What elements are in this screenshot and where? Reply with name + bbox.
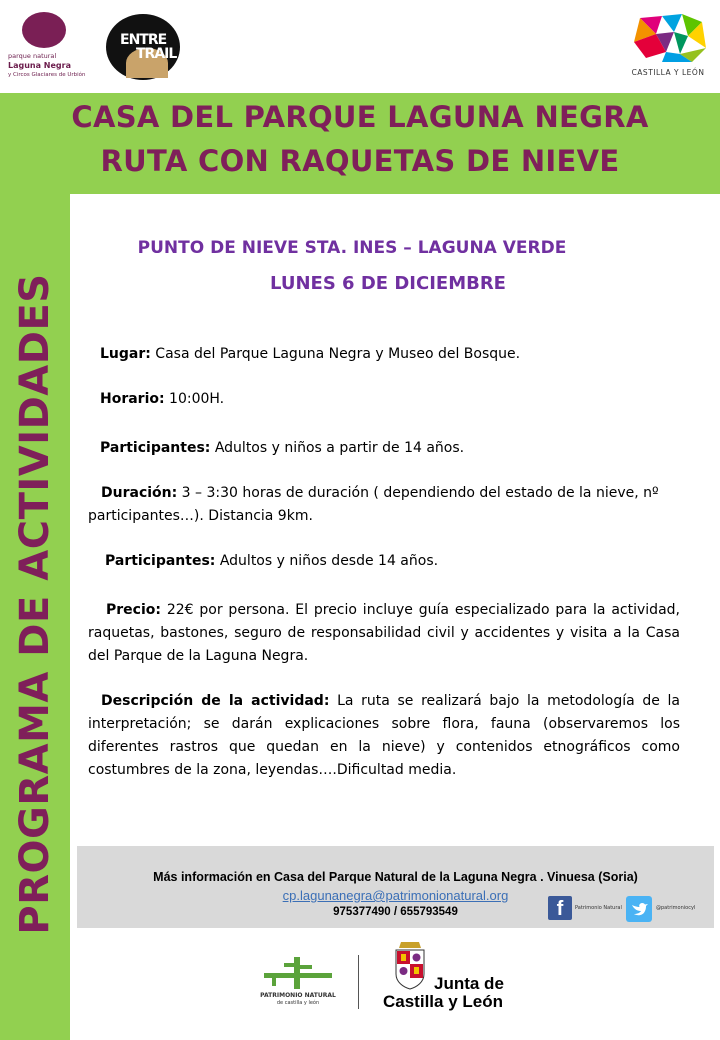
duracion-row — [88, 482, 680, 528]
descripcion-value: La ruta se realizará bajo la metodología de la interpretación; se darán explicaciones sobre flora, fauna (observaremos los diferentes rastros que quedan en la nieve) y contenidos etnográficos como costumbres de la zona, leyendas….Dificultad media. — [88, 693, 680, 778]
horario-value: 10:00H. — [164, 391, 225, 407]
precio-value: 22€ por persona. El precio incluye guía especializado para la actividad, raquetas, bastones, seguro de responsabilidad civil y accidentes y visita a la Casa del Parque de la Laguna Negra. — [88, 602, 680, 664]
twitter-handle: @patrimoniocyl — [656, 905, 696, 911]
deer-emblem-icon — [22, 12, 66, 48]
entretrail-logo — [106, 14, 180, 80]
facebook-icon[interactable]: f — [548, 896, 572, 920]
lugar-row — [100, 343, 692, 366]
castilla-leon-logo-text: CASTILLA Y LEÓN — [631, 68, 705, 77]
event-date: LUNES 6 DE DICIEMBRE — [270, 273, 506, 294]
entretrail-word1: ENTRE — [120, 32, 167, 48]
entretrail-word2: TRAIL — [136, 46, 177, 62]
patrimonio-logo-line1: PATRIMONIO NATURAL — [260, 992, 336, 999]
info-text: Más información en Casa del Parque Natural de la Laguna Negra . Vinuesa (Soria) — [153, 870, 638, 884]
parque-natural-logo-line2: Laguna Negra — [8, 61, 71, 70]
participantes-row-1 — [100, 437, 692, 460]
info-box — [77, 846, 714, 928]
parque-natural-logo-line1: parque natural — [8, 52, 57, 60]
horario-row — [100, 388, 692, 411]
participantes-value-2: Adultos y niños desde 14 años. — [215, 553, 439, 569]
logo-divider — [358, 955, 359, 1009]
participantes-label-1: Participantes: — [100, 440, 211, 456]
facebook-handle: Patrimonio Natural — [575, 905, 622, 911]
side-label: PROGRAMA DE ACTIVIDADES — [12, 273, 58, 935]
patrimonio-tree-icon — [258, 955, 338, 991]
event-route: PUNTO DE NIEVE STA. INES – LAGUNA VERDE — [137, 238, 567, 258]
email-link[interactable]: cp.lagunanegra@patrimonionatural.org — [282, 888, 509, 903]
parque-natural-logo-line3: y Circos Glaciares de Urbión — [8, 72, 86, 78]
junta-logo-line1: Junta de — [434, 974, 504, 993]
patrimonio-natural-logo — [258, 955, 338, 1015]
lugar-label: Lugar: — [100, 346, 151, 362]
descripcion-label: Descripción de la actividad: — [101, 693, 330, 709]
duracion-value: 3 – 3:30 horas de duración ( dependiendo del estado de la nieve, nº participantes…). Distancia 9km. — [88, 485, 659, 524]
descripcion-row — [88, 690, 680, 782]
castilla-leon-logo — [622, 12, 714, 80]
participantes-label-2: Participantes: — [105, 553, 216, 569]
twitter-icon[interactable] — [626, 896, 652, 922]
lugar-value: Casa del Parque Laguna Negra y Museo del Bosque. — [150, 346, 521, 362]
horario-label: Horario: — [100, 391, 165, 407]
parque-natural-logo — [8, 12, 88, 78]
participantes-value-1: Adultos y niños a partir de 14 años. — [210, 440, 465, 456]
participantes-row-2 — [105, 550, 697, 573]
precio-row — [88, 599, 680, 668]
duracion-label: Duración: — [101, 485, 178, 501]
precio-label: Precio: — [106, 602, 161, 618]
phone-numbers: 975377490 / 655793549 — [333, 906, 458, 918]
junta-logo-line2: Castilla y León — [383, 992, 503, 1011]
junta-shield-icon — [393, 940, 427, 990]
patrimonio-logo-line2: de castilla y león — [276, 1000, 320, 1006]
castilla-leon-polygon-icon — [622, 12, 714, 66]
page-title-line1: CASA DEL PARQUE LAGUNA NEGRA — [71, 100, 649, 134]
page-title-line2: RUTA CON RAQUETAS DE NIEVE — [100, 144, 620, 178]
